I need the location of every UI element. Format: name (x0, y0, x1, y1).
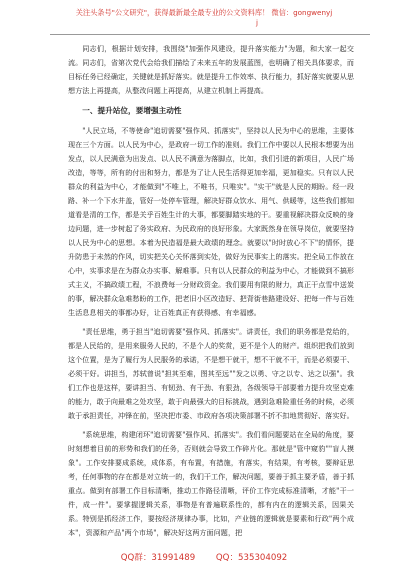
document-footer (0, 551, 408, 563)
footer-qq-group: QQ群：31991489 (120, 553, 196, 563)
header-notice-wrap: j (256, 18, 258, 27)
paragraph-intro: 同志们，根据计划安排，我围绕"加强作风建设，提升落实能力"为题，和大家一起交流。同志们，省第次党代会给我们描绘了未来五年的发展蓝图，也明确了相关具体要求，而目标任务已经确定，关键就是抓好落实。就是提升工作效率、执行能力，抓好落实就要从思想方法上再提高，从整改问题上再提高，从建立机制上再提高。 (68, 44, 354, 95)
section-heading: 一、提升站位，要增强主动性 (82, 106, 182, 115)
paragraph-system: "系统思维，构建闭环"追切需要"强作风、抓落实"。我们看问题要站在全局的角度，要时刻想着目前的形势和我们的任务，否则就会导致工作碎片化。那就是"管中窥豹""盲人摸象"。工作安排要成系统，成体系，有布置，有措施，有落实，有结果，有考核，要辩证思考，任何事物的存在都是对立统一的，我们干工作，解决问题，要善于抓主要矛盾，善于抓重点。做到有部署工作目标清晰，推动工作路径清晰，评价工作完成标准清晰，才能"干一件，成一件"。要掌握逻辑关系，事物是有普遍联系性的，都有内在的逻辑关系，因果关系。特别是抓经济工作，要按经济规律办事，比如，产业链的逻辑就是要素和行政"两个成本"，资源和产品"两个市场"，解决好这两方面问题，把 (68, 430, 354, 537)
document-body (68, 42, 354, 545)
paragraph-responsibility: "责任思维，勇于担当"追切需要"强作风、抓落实"。讲责任，我们的职务都是党给的，都是人民给的，是用来服务人民的，不是个人的奖赏，更不是个人的财产。组织把我们放到这个位置，是为了履行为人民服务的承诺，不是想干就干，想不干就不干，而是必须要干、必须干好。讲担当，苏轼曾说"担其至难，图其至远""发之以勇、守之以专、达之以强"。我们工作也是这样，要讲担当、有韧劲、有干劲、有狠劲，各级领导干部要着力提升攻坚克难的能力，敢于向最难之处攻坚，敢于向最强大的目标挑战，遇到急难险重任务的时候，必须敢于承担责任，冲锋在前，坚决把市委、市政府各项决策部署不折不扣地贯彻好、落实好。 (68, 327, 354, 420)
footer-qq: QQ：535304092 (215, 553, 288, 563)
header-notice: 关注头条号"公文研究"，获得最新最全最专业的公文资料库！ 微信：gongwenyj (75, 8, 333, 17)
document-header (0, 8, 408, 28)
paragraph-people: "人民立场，不等使命"追切需要"强作风、抓落实"，坚持以人民为中心的思维，主要体现在三个方面。以人民为中心，是政府一切工作的准则。我们工作中要以人民根本想要为出发点，以人民满意为出发点、以人民不满意为落脚点，比如，我们引进的新项目，人民广场改造，等等，所有的付出和努力，都是为了让人民生活得更加幸福，更加稳实。只有以人民群众的利益为中心，才能做到"不唯上，不唯书，只唯实"。"实干"就是人民的期盼。经一段路、补一个下水井盖，管好一处停车管理，解决好群众饮水、用气、供暖等，这些我们都知道看是清的工作，都是关乎百姓生计的大事，都要脚踏实地的干。要重视解决群众反映的身边问题，进一步树起了务实政府、为民政府的良好形象。大家既然身在领导岗位，就要坚持以人民为中心的思想。本着为民造福是最大政绩的理念。就要以"时时放心不下"的情怀，提升防患于未然的作风，切实把关心关怀落到实处，做好为民事实上的落实。把全局工作放在心中，实事求是在为群众办实事、解难事。只有以人民群众的利益为中心，才能做到不搞形式主义，不搞政绩工程，不浪费每一分财政资金。我们要用有限的财力，真正干点雪中送炭的事，解决群众急难愁盼的工作，把老旧小区改造好、把背街巷路建设好、把每一件与百姓生活息息相关的事都办好，让百姓真正有获得感、有幸福感。 (68, 126, 354, 317)
header-divider (50, 34, 370, 35)
